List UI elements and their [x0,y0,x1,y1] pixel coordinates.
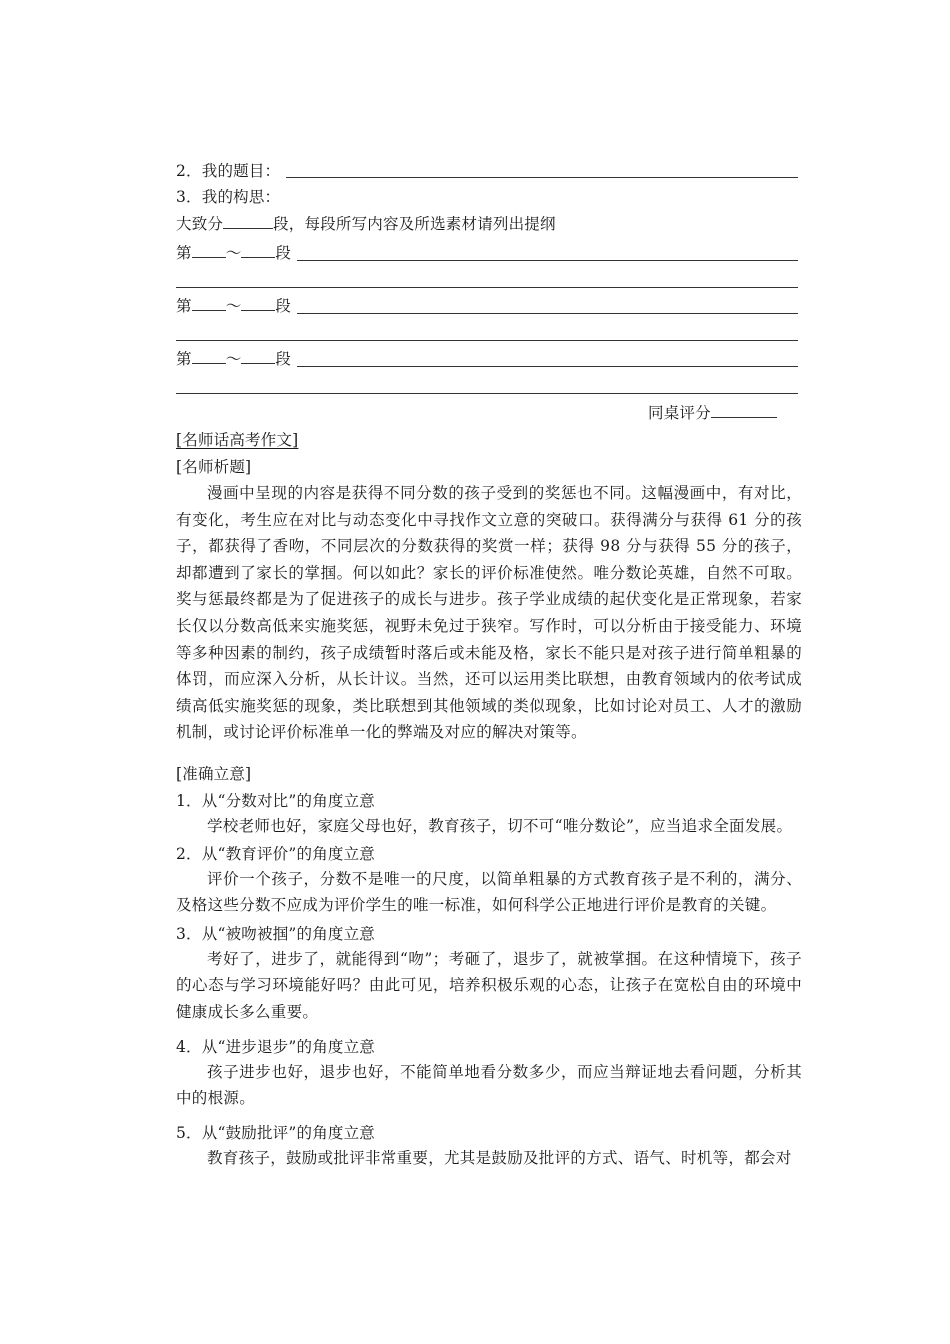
point-title-3 [176,923,798,945]
section-end-blank[interactable] [241,243,275,258]
intent-heading [176,763,798,785]
section-tilde: ～ [225,350,242,368]
point-title-4 [176,1036,798,1058]
peer-score-blank[interactable] [711,403,777,418]
title-label: 2．我的题目： [176,162,281,180]
point-title-2 [176,843,798,865]
point-body-3: 考好了，进步了，就能得到“吻”；考砸了，退步了，就被掌掴。在这种情境下，孩子的心态与学习环境能好吗？由此可见，培养积极乐观的心态，让孩子在宽松自由的环境中健康成长多么重要。 [176,950,802,1021]
title-prompt [176,160,798,182]
outline-suffix: 段，每段所写内容及所选素材请列出提纲 [273,215,556,233]
analysis-heading [176,456,798,478]
point-title-1 [176,790,798,812]
section-duan: 段 [275,297,292,315]
article-heading [176,429,798,451]
analysis-heading-text: [名师析题] [176,458,252,476]
section-start-blank[interactable] [192,243,226,258]
section-duan: 段 [275,350,292,368]
section-3-outline-line-2[interactable] [176,393,798,394]
outline-instruction [176,213,798,235]
analysis-paragraph: 漫画中呈现的内容是获得不同分数的孩子受到的奖惩也不同。这幅漫画中，有对比，有变化，考生应在对比与动态变化中寻找作文立意的突破口。获得满分与获得 61 分的孩子，都获得了香吻，不同层次的分数获得的奖赏一样；获得 98 分与获得 55 分的孩子，却都遭到了家长的掌掴。何以如此？家长的评价标准使然。唯分数论英雄，自然不可取。奖与惩最终都是为了促进孩子的成长与进步。孩子学业成绩的起伏变化是正常现象，若家长仅以分数高低来实施奖惩，视野未免过于狭窄。写作时，可以分析由于接受能力、环境等多种因素的制约，孩子成绩暂时落后或未能及格，家长不能只是对孩子进行简单粗暴的体罚，而应深入分析，从长计议。当然，还可以运用类比联想，由教育领域内的依考试成绩高低实施奖惩的现象，类比联想到其他领域的类似现象，比如讨论对员工、人才的激励机制，或讨论评价标准单一化的弊端及对应的解决对策等。 [176,484,802,742]
title-answer-line[interactable] [286,177,798,178]
point-title-text: 5．从“鼓励批评”的角度立意 [176,1124,376,1142]
point-title-text: 1．从“分数对比”的角度立意 [176,792,376,810]
section-2-outline-line-2[interactable] [176,340,798,341]
paragraph-count-blank[interactable] [223,214,273,229]
section-1-outline-line-2[interactable] [176,287,798,288]
section-di: 第 [176,244,192,262]
article-heading-text: [名师话高考作文] [176,431,299,449]
point-title-text: 3．从“被吻被掴”的角度立意 [176,925,376,943]
section-duan: 段 [275,244,292,262]
peer-score-label: 同桌评分 [648,404,711,422]
point-title-text: 2．从“教育评价”的角度立意 [176,845,376,863]
section-tilde: ～ [225,297,242,315]
section-start-blank[interactable] [192,296,226,311]
peer-score [648,402,788,424]
point-title-text: 4．从“进步退步”的角度立意 [176,1038,376,1056]
section-di: 第 [176,297,192,315]
section-3-outline-line[interactable] [297,366,798,367]
point-body-2: 评价一个孩子，分数不是唯一的尺度，以简单粗暴的方式教育孩子是不利的，满分、及格这些分数不应成为评价学生的唯一标准，如何科学公正地进行评价是教育的关键。 [176,870,802,915]
section-di: 第 [176,350,192,368]
section-end-blank[interactable] [241,296,275,311]
point-body-1: 学校老师也好，家庭父母也好，教育孩子，切不可“唯分数论”，应当追求全面发展。 [207,817,793,835]
section-1-outline-line[interactable] [297,260,798,261]
point-body-4: 孩子进步也好，退步也好，不能简单地看分数多少，而应当辩证地去看问题，分析其中的根源。 [176,1063,802,1108]
section-2-outline-line[interactable] [297,313,798,314]
section-tilde: ～ [225,244,242,262]
section-start-blank[interactable] [192,349,226,364]
intent-heading-text: [准确立意] [176,765,252,783]
point-title-5 [176,1122,798,1144]
idea-label: 3．我的构思： [176,188,281,206]
section-end-blank[interactable] [241,349,275,364]
point-body-5: 教育孩子，鼓励或批评非常重要，尤其是鼓励及批评的方式、语气、时机等，都会对 [207,1149,792,1167]
outline-prefix: 大致分 [176,215,224,233]
idea-prompt [176,186,798,208]
